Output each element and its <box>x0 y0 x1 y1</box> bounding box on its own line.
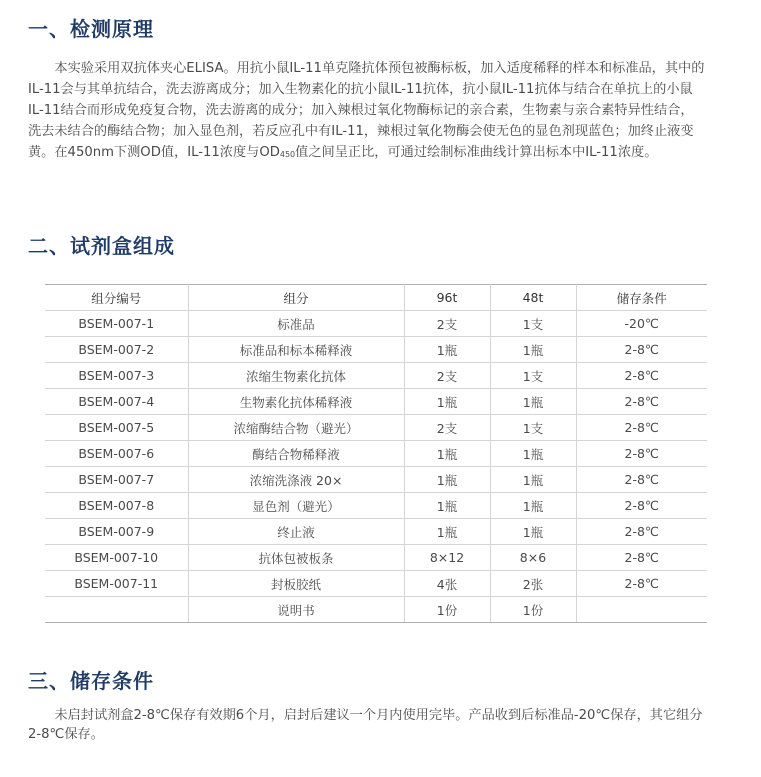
component-name-cell: 说明书 <box>188 597 404 623</box>
component-code-cell: BSEM-007-3 <box>45 363 188 389</box>
storage-condition-cell: 2-8℃ <box>576 545 707 571</box>
table-row <box>45 467 707 493</box>
column-header: 组分 <box>188 285 404 311</box>
qty-96t-cell: 1瓶 <box>404 467 490 493</box>
table-header-row <box>45 285 707 311</box>
qty-96t-cell: 1瓶 <box>404 519 490 545</box>
table-row <box>45 389 707 415</box>
component-name-cell: 抗体包被板条 <box>188 545 404 571</box>
storage-condition-cell: 2-8℃ <box>576 415 707 441</box>
storage-condition-cell: 2-8℃ <box>576 389 707 415</box>
column-header: 组分编号 <box>45 285 188 311</box>
table-row <box>45 441 707 467</box>
od-subscript: 450 <box>279 150 296 159</box>
component-code-cell: BSEM-007-7 <box>45 467 188 493</box>
principle-paragraph <box>28 58 706 165</box>
component-name-cell: 标准品和标本稀释液 <box>188 337 404 363</box>
storage-paragraph: 未启封试剂盒2-8℃保存有效期6个月，启封后建议一个月内使用完毕。产品收到后标准品-20℃保存，其它组分2-8℃保存。 <box>28 708 703 742</box>
column-header: 储存条件 <box>576 285 707 311</box>
qty-48t-cell: 1瓶 <box>490 441 576 467</box>
component-name-cell: 浓缩洗涤液 20× <box>188 467 404 493</box>
component-name-cell: 标准品 <box>188 311 404 337</box>
component-code-cell: BSEM-007-11 <box>45 571 188 597</box>
qty-48t-cell: 1瓶 <box>490 337 576 363</box>
component-code-cell: BSEM-007-1 <box>45 311 188 337</box>
table-row <box>45 519 707 545</box>
qty-48t-cell: 1瓶 <box>490 493 576 519</box>
qty-48t-cell: 1支 <box>490 415 576 441</box>
qty-96t-cell: 2支 <box>404 415 490 441</box>
component-code-cell: BSEM-007-5 <box>45 415 188 441</box>
qty-96t-cell: 1瓶 <box>404 441 490 467</box>
section-heading-kit: 二、试剂盒组成 <box>28 234 175 258</box>
qty-48t-cell: 1瓶 <box>490 467 576 493</box>
component-name-cell: 浓缩生物素化抗体 <box>188 363 404 389</box>
kit-components-table <box>45 284 707 623</box>
table-row <box>45 337 707 363</box>
principle-text: 本实验采用双抗体夹心ELISA。用抗小鼠IL-11单克隆抗体预包被酶标板，加入适度稀释的样本和标准品，其中的IL-11会与其单抗结合，洗去游离成分；加入生物素化的抗小鼠IL-11抗体，抗小鼠IL-11抗体与结合在单抗上的小鼠IL-11结合而形成免疫复合物，洗去游离的成分；加入辣根过氧化物酶标记的亲合素，生物素与亲合素特异性结合，洗去未结合的酶结合物；加入显色剂，若反应孔中有IL-11，辣根过氧化物酶会使无色的显色剂现蓝色；加终止液变黄。在450nm下测OD值，IL-11浓度与OD <box>28 61 705 160</box>
storage-condition-cell: 2-8℃ <box>576 519 707 545</box>
qty-48t-cell: 1瓶 <box>490 389 576 415</box>
table-row <box>45 415 707 441</box>
qty-96t-cell: 1瓶 <box>404 389 490 415</box>
storage-condition-cell: 2-8℃ <box>576 467 707 493</box>
table-row <box>45 597 707 623</box>
component-code-cell: BSEM-007-10 <box>45 545 188 571</box>
qty-96t-cell: 2支 <box>404 363 490 389</box>
qty-48t-cell: 1支 <box>490 311 576 337</box>
column-header: 96t <box>404 285 490 311</box>
storage-condition-cell: 2-8℃ <box>576 363 707 389</box>
column-header: 48t <box>490 285 576 311</box>
component-name-cell: 生物素化抗体稀释液 <box>188 389 404 415</box>
qty-96t-cell: 1瓶 <box>404 337 490 363</box>
component-code-cell: BSEM-007-2 <box>45 337 188 363</box>
storage-condition-cell: 2-8℃ <box>576 493 707 519</box>
component-name-cell: 浓缩酶结合物（避光） <box>188 415 404 441</box>
table-row <box>45 493 707 519</box>
component-code-cell: BSEM-007-8 <box>45 493 188 519</box>
table-row <box>45 311 707 337</box>
component-name-cell: 酶结合物稀释液 <box>188 441 404 467</box>
table-row <box>45 545 707 571</box>
qty-96t-cell: 8×12 <box>404 545 490 571</box>
storage-condition-cell: 2-8℃ <box>576 571 707 597</box>
principle-text-end: 值之间呈正比，可通过绘制标准曲线计算出标本中IL-11浓度。 <box>295 145 658 160</box>
component-code-cell: BSEM-007-6 <box>45 441 188 467</box>
table-row <box>45 571 707 597</box>
qty-48t-cell: 1份 <box>490 597 576 623</box>
qty-96t-cell: 2支 <box>404 311 490 337</box>
component-name-cell: 终止液 <box>188 519 404 545</box>
storage-condition-cell: 2-8℃ <box>576 337 707 363</box>
table-row <box>45 363 707 389</box>
component-name-cell: 显色剂（避光） <box>188 493 404 519</box>
storage-condition-cell: 2-8℃ <box>576 441 707 467</box>
component-code-cell: BSEM-007-9 <box>45 519 188 545</box>
qty-48t-cell: 2张 <box>490 571 576 597</box>
qty-48t-cell: 1支 <box>490 363 576 389</box>
qty-48t-cell: 1瓶 <box>490 519 576 545</box>
storage-condition-cell <box>576 597 707 623</box>
component-code-cell: BSEM-007-4 <box>45 389 188 415</box>
section-heading-storage: 三、储存条件 <box>28 669 154 693</box>
component-code-cell <box>45 597 188 623</box>
qty-48t-cell: 8×6 <box>490 545 576 571</box>
qty-96t-cell: 1瓶 <box>404 493 490 519</box>
qty-96t-cell: 1份 <box>404 597 490 623</box>
component-name-cell: 封板胶纸 <box>188 571 404 597</box>
qty-96t-cell: 4张 <box>404 571 490 597</box>
storage-condition-cell: -20℃ <box>576 311 707 337</box>
section-heading-principle: 一、检测原理 <box>28 17 154 41</box>
